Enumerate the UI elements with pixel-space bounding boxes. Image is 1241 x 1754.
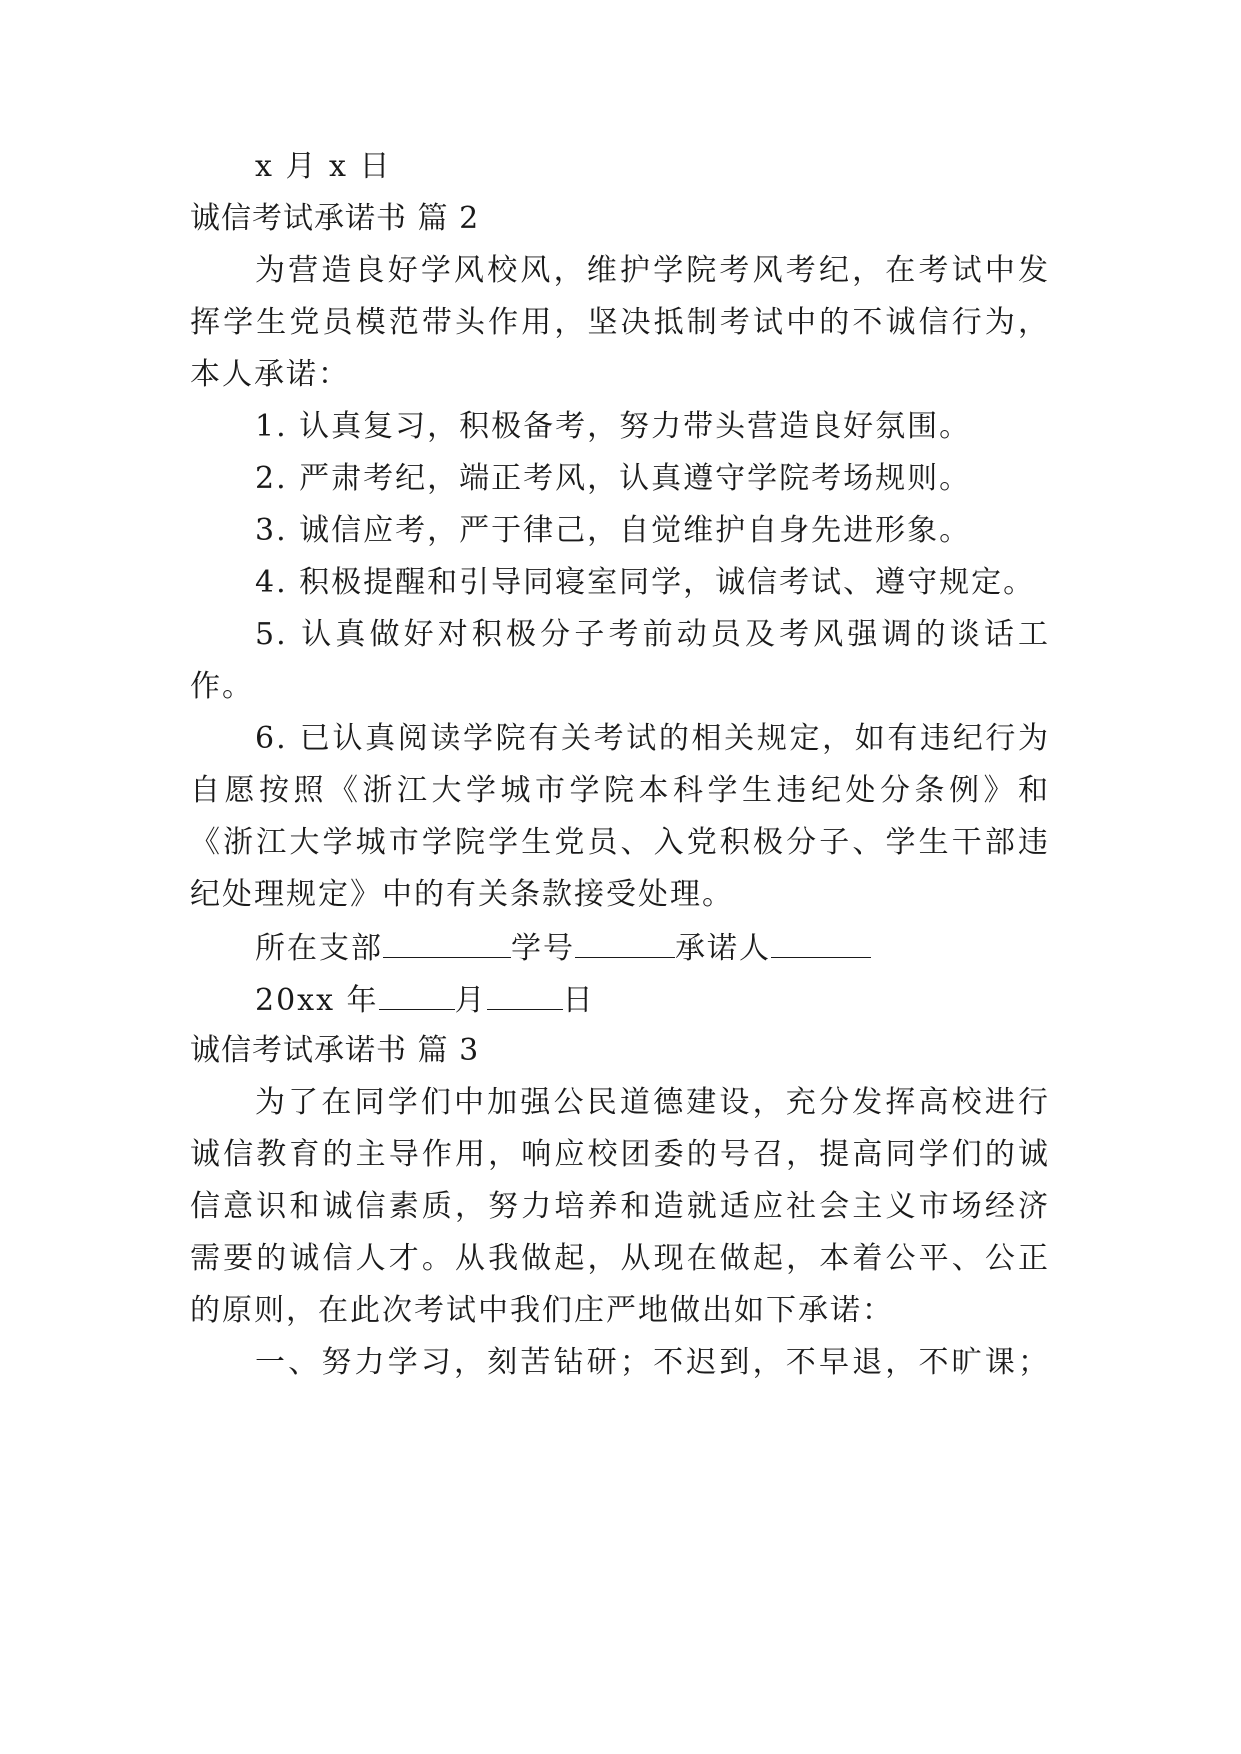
day-blank[interactable]	[487, 979, 563, 1010]
section-2-item: 1. 认真复习，积极备考，努力带头营造良好氛围。	[255, 409, 972, 444]
year-label: 20xx 年	[255, 983, 379, 1018]
section-2-item: 4. 积极提醒和引导同寝室同学，诚信考试、遵守规定。	[255, 565, 1036, 600]
section-3-intro-line: 需要的诚信人才。从我做起，从现在做起，本着公平、公正	[190, 1241, 1050, 1276]
promisor-label: 承诺人	[675, 931, 771, 966]
section-2-item-continuation: 纪处理规定》中的有关条款接受处理。	[190, 877, 734, 912]
section-2-intro-line: 为营造良好学风校风，维护学院考风考纪，在考试中发	[255, 253, 1050, 288]
date-line: x 月 x 日	[255, 149, 392, 184]
month-label: 月	[454, 983, 487, 1018]
month-blank[interactable]	[379, 979, 455, 1010]
branch-blank[interactable]	[383, 927, 511, 958]
section-3-item: 一、努力学习，刻苦钻研；不迟到，不早退，不旷课；	[255, 1345, 1050, 1380]
promisor-blank[interactable]	[771, 927, 871, 958]
section-3-intro-line: 的原则，在此次考试中我们庄严地做出如下承诺：	[190, 1293, 894, 1328]
section-2-intro-line: 本人承诺：	[190, 357, 350, 392]
section-2-item: 5. 认真做好对积极分子考前动员及考风强调的谈话工	[255, 617, 1050, 652]
section-2-item: 2. 严肃考纪，端正考风，认真遵守学院考场规则。	[255, 461, 972, 496]
section-2-item: 6. 已认真阅读学院有关考试的相关规定，如有违纪行为	[255, 721, 1050, 756]
section-2-item-continuation: 《浙江大学城市学院学生党员、入党积极分子、学生干部违	[190, 825, 1050, 860]
section-3-intro-line: 诚信教育的主导作用，响应校团委的号召，提高同学们的诚	[190, 1137, 1050, 1172]
section-2-title: 诚信考试承诺书 篇 2	[190, 201, 480, 236]
day-label: 日	[562, 983, 595, 1018]
section-3-intro-line: 为了在同学们中加强公民道德建设，充分发挥高校进行	[255, 1085, 1050, 1120]
section-2-intro-line: 挥学生党员模范带头作用，坚决抵制考试中的不诚信行为，	[190, 305, 1050, 340]
signature-date-line	[255, 979, 595, 1021]
section-2-item: 3. 诚信应考，严于律己，自觉维护自身先进形象。	[255, 513, 972, 548]
section-2-item-continuation: 作。	[190, 669, 254, 704]
signature-line	[255, 927, 871, 969]
section-3-title: 诚信考试承诺书 篇 3	[190, 1033, 480, 1068]
section-2-item-continuation: 自愿按照《浙江大学城市学院本科学生违纪处分条例》和	[190, 773, 1050, 808]
student-id-blank[interactable]	[575, 927, 675, 958]
branch-label: 所在支部	[255, 931, 383, 966]
section-3-intro-line: 信意识和诚信素质，努力培养和造就适应社会主义市场经济	[190, 1189, 1050, 1224]
student-id-label: 学号	[511, 931, 575, 966]
